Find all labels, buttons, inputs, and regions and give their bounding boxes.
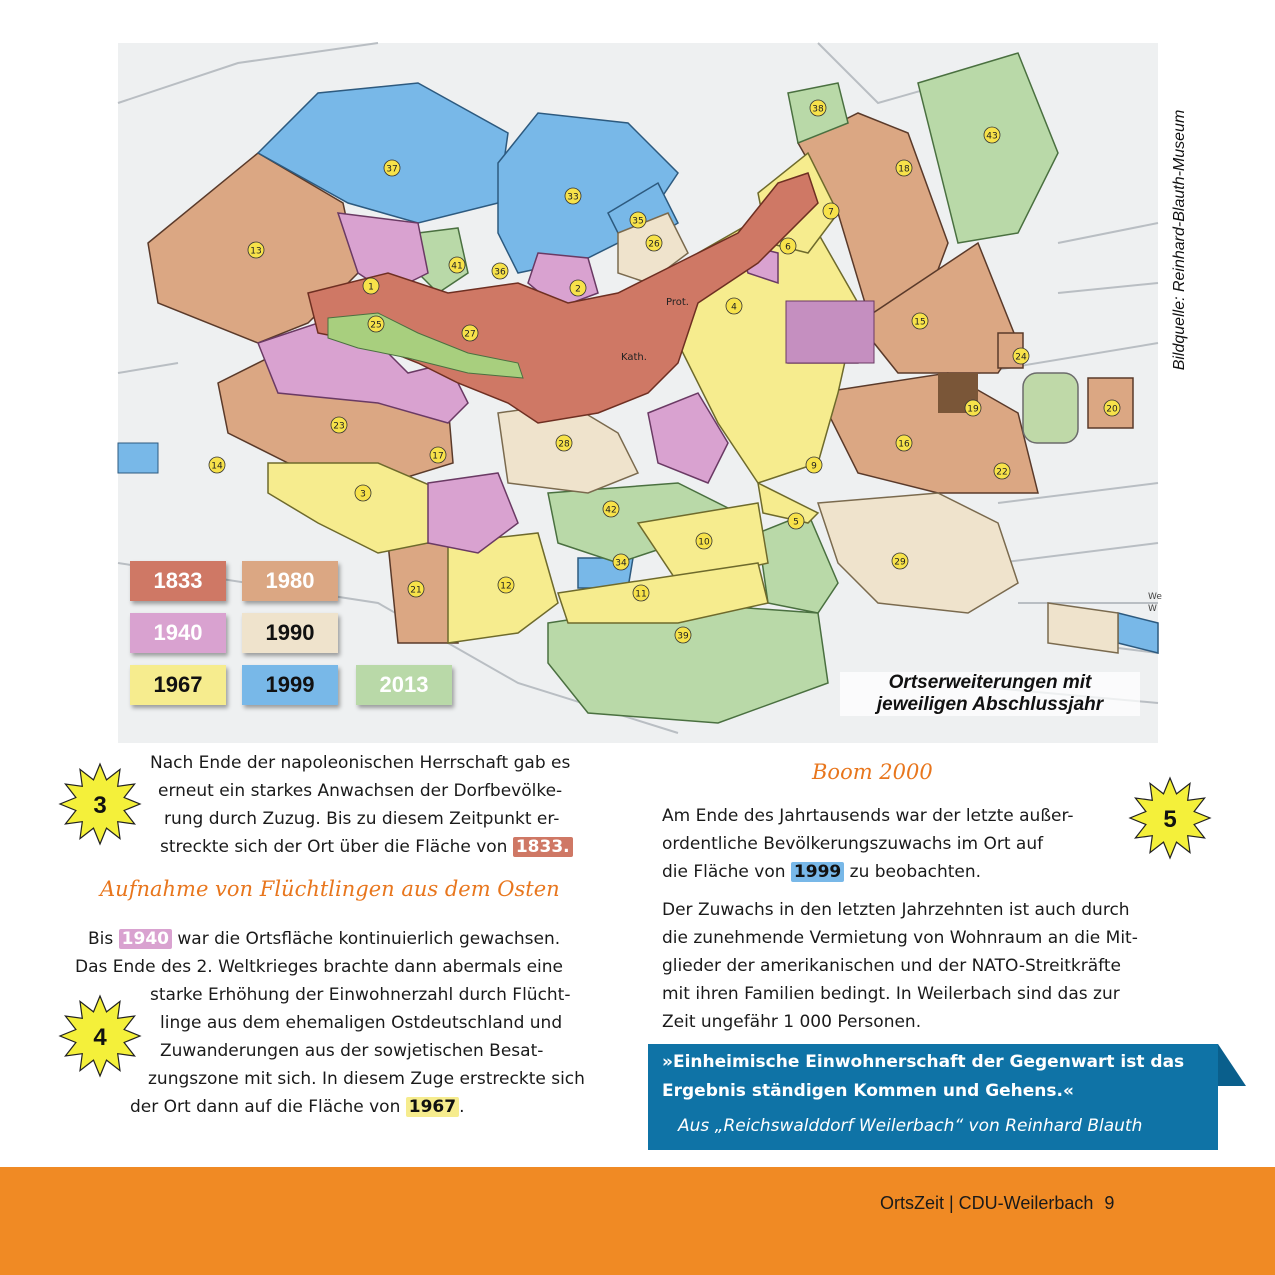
area-number-35: 35 <box>632 216 644 227</box>
badge-5-label: 5 <box>1163 806 1177 833</box>
badge-5-star-icon <box>1128 776 1212 860</box>
area-number-21: 21 <box>410 585 422 596</box>
pool-west <box>118 443 158 473</box>
area-number-25: 25 <box>370 320 382 331</box>
area-number-22: 22 <box>996 467 1008 478</box>
area-number-24: 24 <box>1015 352 1027 363</box>
quote-source: Aus „Reichswalddorf Weilerbach“ von Reinhard Blauth <box>678 1116 1143 1136</box>
section-3-text: streckte sich der Ort über die Fläche von <box>160 837 508 857</box>
badge-4-star-icon <box>58 994 142 1078</box>
section-5-line: Am Ende des Jahrtausends war der letzte außer- <box>662 806 1074 826</box>
section-4-text: der Ort dann auf die Fläche von <box>130 1097 401 1117</box>
quote-line: Ergebnis ständigen Kommen und Gehens.« <box>662 1081 1074 1101</box>
footer-band <box>0 1167 1275 1275</box>
map-caption-line2: jeweiligen Abschlussjahr <box>876 694 1104 715</box>
map-edge-label-b: W <box>1148 604 1157 614</box>
badge-3-label: 3 <box>93 792 107 819</box>
area-number-6: 6 <box>785 242 791 253</box>
area-number-37: 37 <box>386 164 398 175</box>
legend-year: 1940 <box>153 620 203 645</box>
badge-4-label: 4 <box>93 1024 107 1051</box>
area-number-43: 43 <box>986 131 998 142</box>
section-5-text: zu beobachten. <box>849 862 982 882</box>
area-number-16: 16 <box>898 439 910 450</box>
legend-year: 1833 <box>153 568 203 593</box>
section-5-text: die Fläche von <box>662 862 786 882</box>
area-number-19: 19 <box>967 404 979 415</box>
legend-year: 1967 <box>153 672 203 697</box>
cemetery-area <box>786 301 874 363</box>
section-3-line: Nach Ende der napoleonischen Herrschaft gab es <box>150 753 571 773</box>
section-4-heading: Aufnahme von Flüchtlingen aus dem Osten <box>100 877 560 901</box>
section-4-line <box>88 925 560 954</box>
legend-1833 <box>130 561 226 601</box>
area-number-33: 33 <box>567 192 579 203</box>
area-number-15: 15 <box>914 317 926 328</box>
section-5-line: die zunehmende Vermietung von Wohnraum an die Mit- <box>662 928 1138 948</box>
section-4-text: war die Ortsfläche kontinuierlich gewachsen. <box>177 929 561 949</box>
area-number-41: 41 <box>451 261 463 272</box>
quote-arrow-icon <box>1218 1044 1248 1088</box>
section-5-line: glieder der amerikanischen und der NATO-Streitkräfte <box>662 956 1121 976</box>
legend-2013 <box>356 665 452 705</box>
section-4-text: Bis <box>88 929 114 949</box>
area-number-5: 5 <box>793 517 799 528</box>
quote-text <box>662 1048 1207 1106</box>
highlight-1833: 1833. <box>513 837 573 857</box>
legend-1967 <box>130 665 226 705</box>
church-kath-label: Kath. <box>621 352 647 363</box>
area-number-12: 12 <box>500 581 512 592</box>
legend-year: 1999 <box>265 672 315 697</box>
sports-field-east <box>1023 373 1078 443</box>
map-edge-label-a: We <box>1148 592 1162 602</box>
area-number-18: 18 <box>898 164 910 175</box>
section-5-line: Der Zuwachs in den letzten Jahrzehnten ist auch durch <box>662 900 1130 920</box>
legend-1980 <box>242 561 338 601</box>
area-number-27: 27 <box>464 329 476 340</box>
legend-year: 1980 <box>265 568 315 593</box>
area-number-2: 2 <box>575 284 581 295</box>
area-number-14: 14 <box>211 461 223 472</box>
image-credit <box>1165 60 1195 420</box>
highlight-1999: 1999 <box>791 862 844 882</box>
church-prot-label: Prot. <box>666 297 689 308</box>
section-3-line: rung durch Zuzug. Bis zu diesem Zeitpunkt er- <box>164 809 560 829</box>
section-4-line: zungszone mit sich. In diesem Zuge erstreckte sich <box>148 1069 585 1089</box>
area-number-1: 1 <box>368 282 374 293</box>
footer-title: OrtsZeit | CDU-Weilerbach <box>880 1193 1094 1213</box>
legend-1990 <box>242 613 338 653</box>
area-number-42: 42 <box>605 505 617 516</box>
area-number-11: 11 <box>635 589 647 600</box>
section-5-line: ordentliche Bevölkerungszuwachs im Ort auf <box>662 834 1044 854</box>
image-credit-text: Bildquelle: Reinhard-Blauth-Museum <box>1171 109 1188 371</box>
section-4-text: . <box>459 1097 465 1117</box>
map-caption-line1: Ortserweiterungen mit <box>888 672 1092 693</box>
map-caption <box>840 672 1140 716</box>
area-number-29: 29 <box>894 557 906 568</box>
area-number-34: 34 <box>615 558 627 569</box>
section-5-heading: Boom 2000 <box>812 760 933 784</box>
highlight-1967: 1967 <box>406 1097 459 1117</box>
highlight-1940: 1940 <box>119 929 172 949</box>
section-4-line: Das Ende des 2. Weltkrieges brachte dann abermals eine <box>75 957 564 977</box>
legend-1999 <box>242 665 338 705</box>
section-4-line: starke Erhöhung der Einwohnerzahl durch Flücht- <box>150 985 571 1005</box>
area-number-39: 39 <box>677 631 689 642</box>
legend-year: 2013 <box>379 672 429 697</box>
area-number-36: 36 <box>494 267 506 278</box>
footer <box>880 1193 1114 1214</box>
area-number-26: 26 <box>648 239 660 250</box>
section-4-line: Zuwanderungen aus der sowjetischen Besat- <box>160 1041 544 1061</box>
area-number-7: 7 <box>828 207 834 218</box>
settlement-map <box>118 43 1162 743</box>
section-5-line: mit ihren Familien bedingt. In Weilerbach sind das zur <box>662 984 1120 1004</box>
quote-line: »Einheimische Einwohnerschaft der Gegenwart ist das <box>662 1052 1185 1072</box>
section-3-line: erneut ein starkes Anwachsen der Dorfbevölke- <box>158 781 563 801</box>
area-number-28: 28 <box>558 439 570 450</box>
legend-year: 1990 <box>265 620 315 645</box>
badge-3-star-icon <box>58 762 142 846</box>
quote-box <box>648 1044 1218 1150</box>
section-3-line <box>160 833 573 862</box>
section-4-line: linge aus dem ehemaligen Ostdeutschland und <box>160 1013 563 1033</box>
area-number-9: 9 <box>811 461 817 472</box>
area-number-23: 23 <box>333 421 345 432</box>
area-number-13: 13 <box>250 246 262 257</box>
page-number: 9 <box>1104 1193 1115 1213</box>
area-number-4: 4 <box>731 302 737 313</box>
area-number-17: 17 <box>432 451 444 462</box>
section-5-line <box>662 858 981 887</box>
section-4-line <box>130 1093 464 1122</box>
area-number-38: 38 <box>812 104 824 115</box>
legend-1940 <box>130 613 226 653</box>
area-number-3: 3 <box>360 489 366 500</box>
section-5-line: Zeit ungefähr 1 000 Personen. <box>662 1012 922 1032</box>
area-number-20: 20 <box>1106 404 1118 415</box>
area-number-10: 10 <box>698 537 710 548</box>
